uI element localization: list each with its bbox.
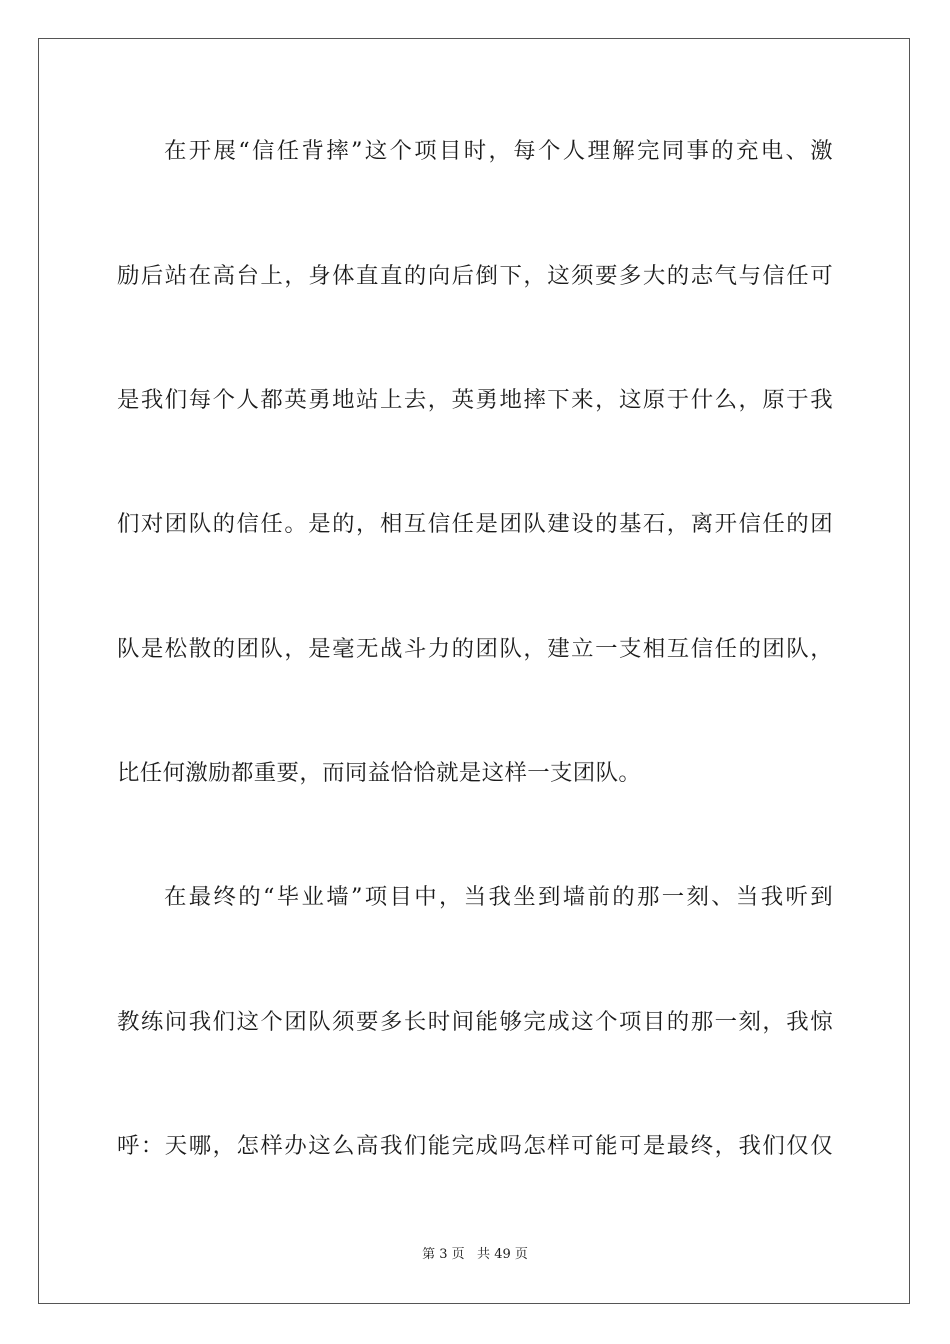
- paragraph-2-line-1: 在最终的“毕业墙”项目中，当我坐到墙前的那一刻、当我听到: [164, 884, 833, 910]
- page-border: [38, 38, 910, 1304]
- paragraph-2-line-2: 教练问我们这个团队须要多长时间能够完成这个项目的那一刻，我惊: [117, 1009, 833, 1035]
- paragraph-1-line-6: 比任何激励都重要，而同益恰恰就是这样一支团队。: [117, 760, 642, 786]
- page-number-footer: 第 3 页 共 49 页: [422, 1247, 528, 1262]
- paragraph-1-line-2: 励后站在高台上，身体直直的向后倒下，这须要多大的志气与信任可: [117, 263, 833, 289]
- paragraph-1-line-4: 们对团队的信任。是的，相互信任是团队建设的基石，离开信任的团: [117, 511, 833, 537]
- paragraph-2-line-3: 呼：天哪，怎样办这么高我们能完成吗怎样可能可是最终，我们仅仅: [117, 1133, 833, 1159]
- paragraph-1-line-5: 队是松散的团队，是毫无战斗力的团队，建立一支相互信任的团队，: [117, 636, 833, 662]
- paragraph-1-line-3: 是我们每个人都英勇地站上去，英勇地摔下来，这原于什么，原于我: [117, 387, 833, 413]
- paragraph-1-line-1: 在开展“信任背摔”这个项目时，每个人理解完同事的充电、激: [164, 138, 833, 164]
